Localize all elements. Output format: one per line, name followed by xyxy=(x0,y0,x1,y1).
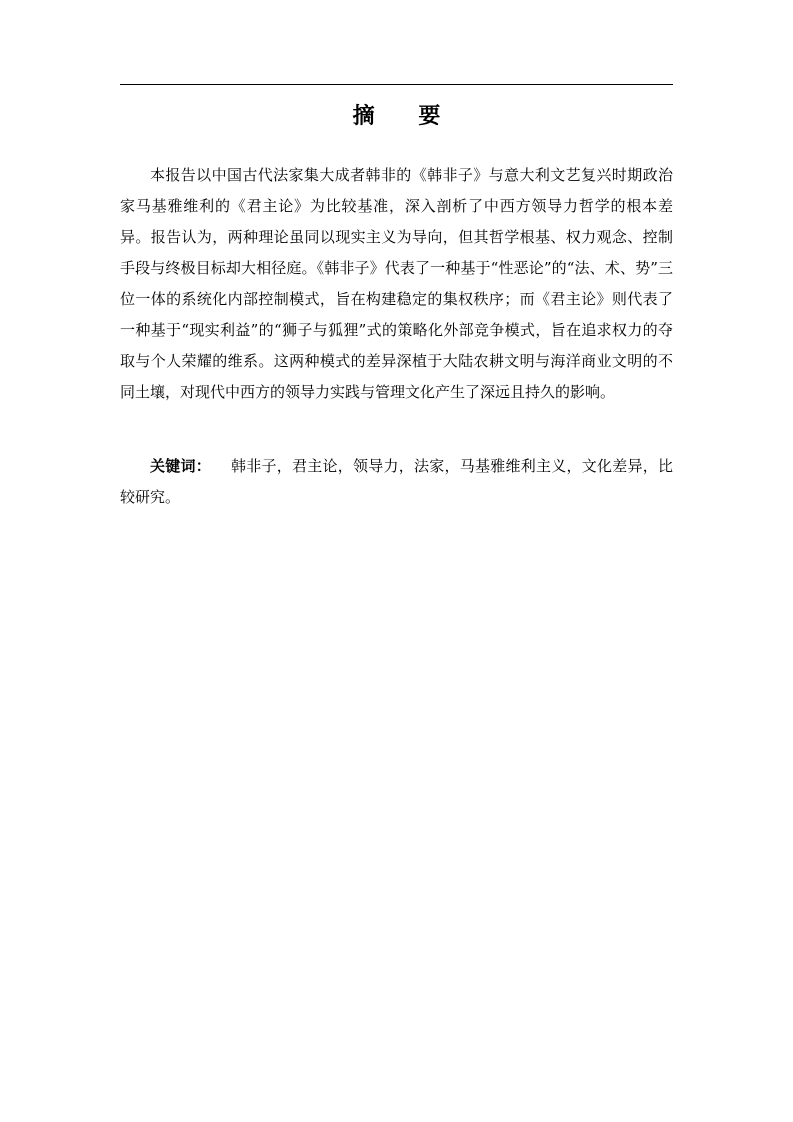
header-rule xyxy=(120,84,673,85)
abstract-body: 本报告以中国古代法家集大成者韩非的《韩非子》与意大利文艺复兴时期政治家马基雅维利的《君主论》为比较基准，深入剖析了中西方领导力哲学的根本差异。报告认为，两种理论虽同以现实主义为导向，但其哲学根基、权力观念、控制手段与终极目标却大相径庭。《韩非子》代表了一种基于“性恶论”的“法、术、势”三位一体的系统化内部控制模式，旨在构建稳定的集权秩序；而《君主论》则代表了一种基于“现实利益”的“狮子与狐狸”式的策略化外部竞争模式，旨在追求权力的夺取与个人荣耀的维系。这两种模式的差异深植于大陆农耕文明与海洋商业文明的不同土壤，对现代中西方的领导力实践与管理文化产生了深远且持久的影响。 xyxy=(120,166,673,401)
abstract-title: 摘 要 xyxy=(352,104,459,129)
keywords-paragraph xyxy=(120,451,673,513)
keywords-label: 关键词： xyxy=(150,457,211,475)
keywords-text: 韩非子，君主论，领导力，法家，马基雅维利主义，文化差异，比较研究。 xyxy=(120,457,673,506)
